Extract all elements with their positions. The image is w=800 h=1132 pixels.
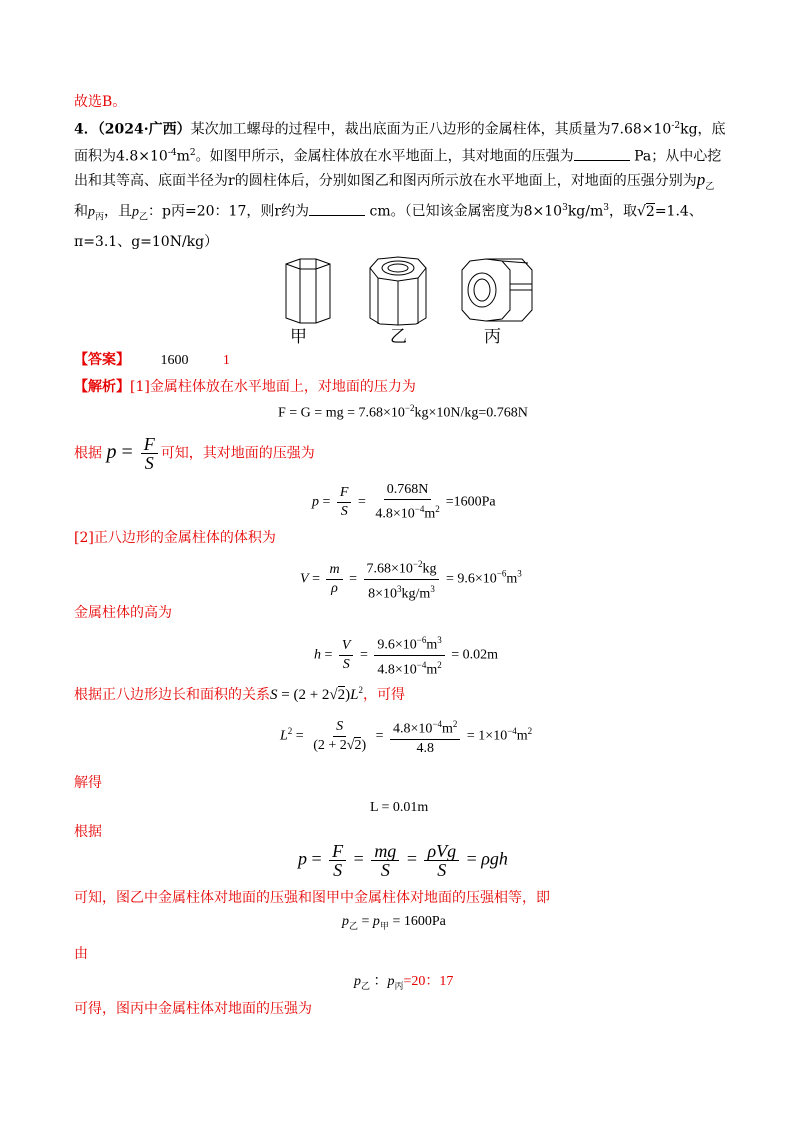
analysis-line-6: 解得 <box>74 775 102 791</box>
equation-height: h = $\frac{V}{S}$ = $\frac{9.6\times 10^{-6}m^3}{4.8\times 10^{-4}m^2}$ = 0.02m <box>314 632 498 678</box>
question-line-5: π=3.1、g=10N/kg） <box>74 234 219 250</box>
previous-answer-note: 故选B。 <box>74 94 127 110</box>
analysis-line-7: 根据 <box>74 824 102 840</box>
analysis-tag: 【解析】 <box>74 379 130 395</box>
question-number: 4． <box>74 121 98 138</box>
equation-pressure-general: p = $\frac{F}{S}$ = $\frac{mg}{S}$ = $\frac{\text{ρVg}}{S}$ = ρgh <box>298 841 508 880</box>
question-line-3: 出和其等高、底面半径为r的圆柱体后，分别如图乙和图丙所示放在水平地面上，对地面的压强分别为$p_乙$ <box>74 170 715 192</box>
equation-pressure-equal: $p_乙 = p_甲 = 1600Pa$ <box>342 914 446 931</box>
figure-bing-prism-side <box>462 259 532 321</box>
equation-length-result: L = 0.01m <box>370 800 429 815</box>
figure-label-yi: 乙 <box>390 327 407 347</box>
answer-blank-2[interactable] <box>309 215 365 216</box>
analysis-line-10: 可得，图丙中金属柱体对地面的压强为 <box>74 1001 312 1017</box>
answer-tag: 【答案】 <box>74 352 130 368</box>
sqrt-symbol: √2 <box>636 203 655 220</box>
equation-side-length: $L^2$ = $\frac{S}{(2 + 2√2)}$ = $\frac{4.8\times 10^{-4}m^2}{4.8}$ = $1\times 10^{-4}m^2$ <box>280 716 532 757</box>
analysis-line-8: 可知，图乙中金属柱体对地面的压强和图甲中金属柱体对地面的压强相等，即 <box>74 890 550 906</box>
analysis-line-5: 根据正八边形边长和面积的关系$S = (2 + 2√2)L^2$，可得 <box>74 685 405 703</box>
equation-volume: V = $\frac{m}{\rho}$ = $\frac{7.68\times 10^{-2}kg}{8\times 10^3kg/m^3}$ = $9.6\times 10^{-6}m^3$ <box>300 556 522 602</box>
figure-label-bing: 丙 <box>484 327 501 347</box>
question-source: （2024·广西） <box>97 121 191 138</box>
answer-value-1: 1600 <box>160 353 189 368</box>
figure-label-jia: 甲 <box>290 327 307 347</box>
answer-blank-1[interactable] <box>574 160 630 161</box>
analysis-line-4: 金属柱体的高为 <box>74 605 172 621</box>
analysis-line-3: [2]正八边形的金属柱体的体积为 <box>74 530 276 546</box>
analysis-line-9: 由 <box>74 946 88 962</box>
figure-jia-prism <box>286 259 330 323</box>
equation-ratio: $p_乙$ ：$p_丙=20$：17 <box>354 974 454 991</box>
question-line-1: 4．（2024·广西）某次加工螺母的过程中，裁出底面为正八边形的金属柱体，其质量为$7.68\times 10^{-2}kg$，底 <box>74 121 726 138</box>
analysis-line-1: 【解析】[1]金属柱体放在水平地面上，对地面的压力为 <box>74 379 416 395</box>
question-line-4: 和$p_丙$，且$p_乙$：p丙=20：17，则r约为 cm。（已知该金属密度为$8\times 10^3kg/m^3$，取√2=1.4、 <box>74 203 703 223</box>
answer-value-2: 1 <box>222 353 230 368</box>
analysis-line-2: 根据 p = $\frac{F}{S}$ 可知，其对地面的压强为 <box>74 434 315 473</box>
figure-yi-prism-with-hole <box>370 257 426 325</box>
answer-line <box>74 350 230 371</box>
equation-pressure-1: p = $\frac{F}{S}$ = $\frac{0.768N}{4.8\times 10^{-4}m^2}$ =1600Pa <box>312 482 496 522</box>
question-line-2: 面积为$4.8\times 10^{-4}m^2$。如图甲所示，金属柱体放在水平地面上，其对地面的压强为 Pa；从中心挖 <box>74 148 722 165</box>
equation-force: F = G = mg = $7.68\times 10^{-2}kg\times 10N/kg=0.768N$ <box>278 403 528 421</box>
